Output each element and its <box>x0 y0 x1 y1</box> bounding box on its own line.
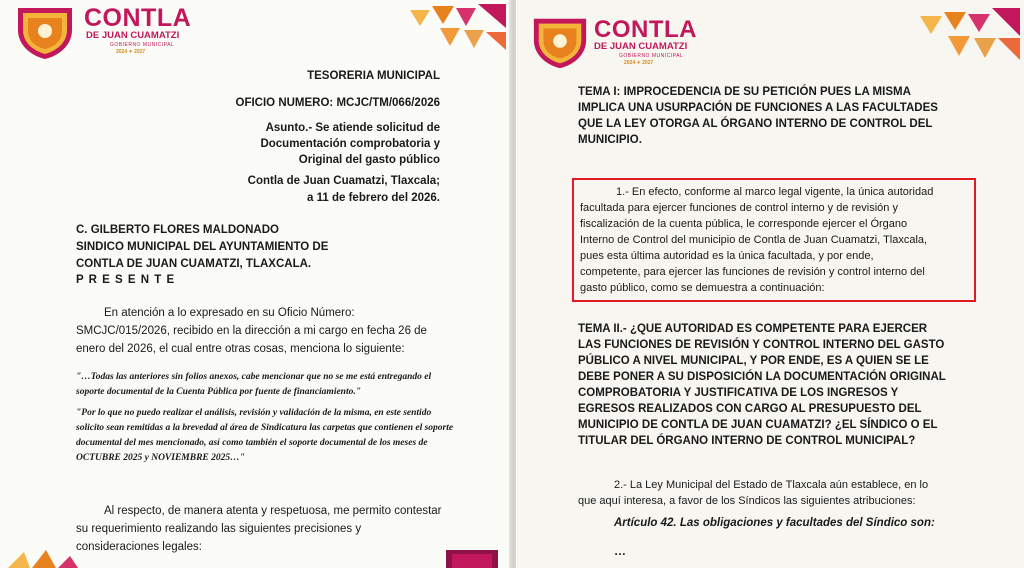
oficio-number: OFICIO NUMERO: MCJC/TM/066/2026 <box>235 97 440 109</box>
right-document-page <box>516 0 1024 568</box>
recipient-name: C. GILBERTO FLORES MALDONADO <box>76 224 279 236</box>
tema-1-line-4: MUNICIPIO. <box>578 134 642 146</box>
tema-2-line-4: DEBE PONER A SU DISPOSICIÓN LA DOCUMENTACIÓN ORIGINAL <box>578 371 946 383</box>
paragraph-2-line-3: consideraciones legales: <box>76 541 202 553</box>
tema-1-line-3: QUE LA LEY OTORGA AL ÓRGANO INTERNO DE CONTROL DEL <box>578 118 933 130</box>
point-1-line-6: competente, para ejercer las funciones de revisión y control interno del <box>580 266 925 278</box>
tema-2-line-3: PÚBLICO A NIVEL MUNICIPAL, Y POR ENDE, ES A QUIEN SE LE <box>578 355 929 367</box>
point-1-line-4: Interno de Control del municipio de Contla de Juan Cuamatzi, Tlaxcala, <box>580 234 928 246</box>
department-heading: TESORERIA MUNICIPAL <box>307 70 440 82</box>
paragraph-2-line-2: su requerimiento realizando las siguientes precisiones y <box>76 523 362 535</box>
tema-2-line-1: TEMA II.- ¿QUE AUTORIDAD ES COMPETENTE PARA EJERCER <box>578 323 928 335</box>
municipal-shield-logo <box>530 14 590 70</box>
logo-title: CONTLA <box>594 16 697 43</box>
logo-subtitle: DE JUAN CUAMATZI <box>594 41 688 52</box>
quote-2-line-2: solicito sean remitidas a la brevedad al área de Sindicatura las carpetas que contienen el soporte <box>76 423 454 433</box>
footer-triangles-icon <box>8 548 78 568</box>
place-date-line-2: a 11 de febrero del 2026. <box>307 192 440 204</box>
tema-1-line-2: IMPLICA UNA USURPACIÓN DE FUNCIONES A LAS FACULTADES <box>578 102 938 114</box>
decorative-triangles-icon <box>920 8 1020 64</box>
point-1-line-3: fiscalización de la cuenta pública, le corresponde ejercer el Órgano <box>580 218 908 230</box>
ellipsis-text: … <box>614 544 626 558</box>
quote-2-line-3: documental del mes mencionado, así como también el soporte documental de los meses de <box>76 438 428 448</box>
tema-2-line-7: MUNICIPIO DE CONTLA DE JUAN CUAMATZI? ¿EL SÍNDICO O EL <box>578 419 938 431</box>
tema-2-line-2: LAS FUNCIONES DE REVISIÓN Y CONTROL INTERNO DEL GASTO <box>578 339 945 351</box>
logo-years: 2024 ✦ 2027 <box>624 60 654 66</box>
quote-2-line-1: "Por lo que no puedo realizar el análisis, revisión y validación de la misma, en este sentido <box>76 408 432 418</box>
subject-line-3: Original del gasto público <box>298 154 440 166</box>
logo-tagline: GOBIERNO MUNICIPAL <box>619 53 684 59</box>
recipient-title-2: CONTLA DE JUAN CUAMATZI, TLAXCALA. <box>76 258 312 270</box>
presente-line: P R E S E N T E <box>76 274 176 286</box>
tema-2-line-5: COMPROBATORIA Y JUSTIFICATIVA DE LOS INGRESOS Y <box>578 387 899 399</box>
decorative-triangles-icon <box>410 4 506 52</box>
logo-subtitle: DE JUAN CUAMATZI <box>86 30 180 41</box>
subject-line-1: Asunto.- Se atiende solicitud de <box>265 122 440 134</box>
paragraph-1-line-3: enero del 2026, el cual entre otras cosas, menciona lo siguiente: <box>76 343 405 355</box>
logo-title: CONTLA <box>84 4 192 32</box>
article-42-heading: Artículo 42. Las obligaciones y facultades del Síndico son: <box>614 517 935 529</box>
footer-shield-icon <box>442 548 502 568</box>
paragraph-1-line-2: SMCJC/015/2026, recibido en la dirección a mi cargo en fecha 26 de <box>76 325 427 337</box>
point-1-line-5: pues esta última autoridad es la única facultada, y por ende, <box>580 250 874 262</box>
point-1-line-7: gasto público, como se demuestra a continuación: <box>580 282 825 294</box>
point-1-line-2: facultada para ejercer funciones de control interno y de revisión y <box>580 202 898 214</box>
quote-1-line-2: soporte documental de la Cuenta Pública por fuente de financiamiento." <box>76 387 361 397</box>
paragraph-1-line-1: En atención a lo expresado en su Oficio Número: <box>104 307 355 319</box>
tema-2-line-6: EGRESOS REALIZADOS CON CARGO AL PRESUPUESTO DEL <box>578 403 922 415</box>
point-1-line-1: 1.- En efecto, conforme al marco legal vigente, la única autoridad <box>616 186 934 198</box>
tema-1-line-1: TEMA I: IMPROCEDENCIA DE SU PETICIÓN PUES LA MISMA <box>578 86 911 98</box>
paragraph-2-line-1: Al respecto, de manera atenta y respetuosa, me permito contestar <box>104 505 442 517</box>
point-2-line-2: que aquí interesa, a favor de los Síndicos las siguientes atribuciones: <box>578 495 916 507</box>
recipient-title-1: SINDICO MUNICIPAL DEL AYUNTAMIENTO DE <box>76 241 329 253</box>
logo-years: 2024 ✦ 2027 <box>116 49 146 55</box>
quote-2-line-4: OCTUBRE 2025 y NOVIEMBRE 2025…" <box>76 453 245 463</box>
quote-1-line-1: "…Todas las anteriores sin folios anexos, cabe mencionar que no se me está entregando el <box>76 372 432 382</box>
logo-tagline: GOBIERNO MUNICIPAL <box>110 42 175 48</box>
subject-line-2: Documentación comprobatoria y <box>260 138 440 150</box>
place-date-line-1: Contla de Juan Cuamatzi, Tlaxcala; <box>247 175 440 187</box>
tema-2-line-8: TITULAR DEL ÓRGANO INTERNO DE CONTROL MUNICIPAL? <box>578 435 916 447</box>
municipal-shield-logo <box>14 4 76 60</box>
point-2-line-1: 2.- La Ley Municipal del Estado de Tlaxcala aún establece, en lo <box>614 479 929 491</box>
